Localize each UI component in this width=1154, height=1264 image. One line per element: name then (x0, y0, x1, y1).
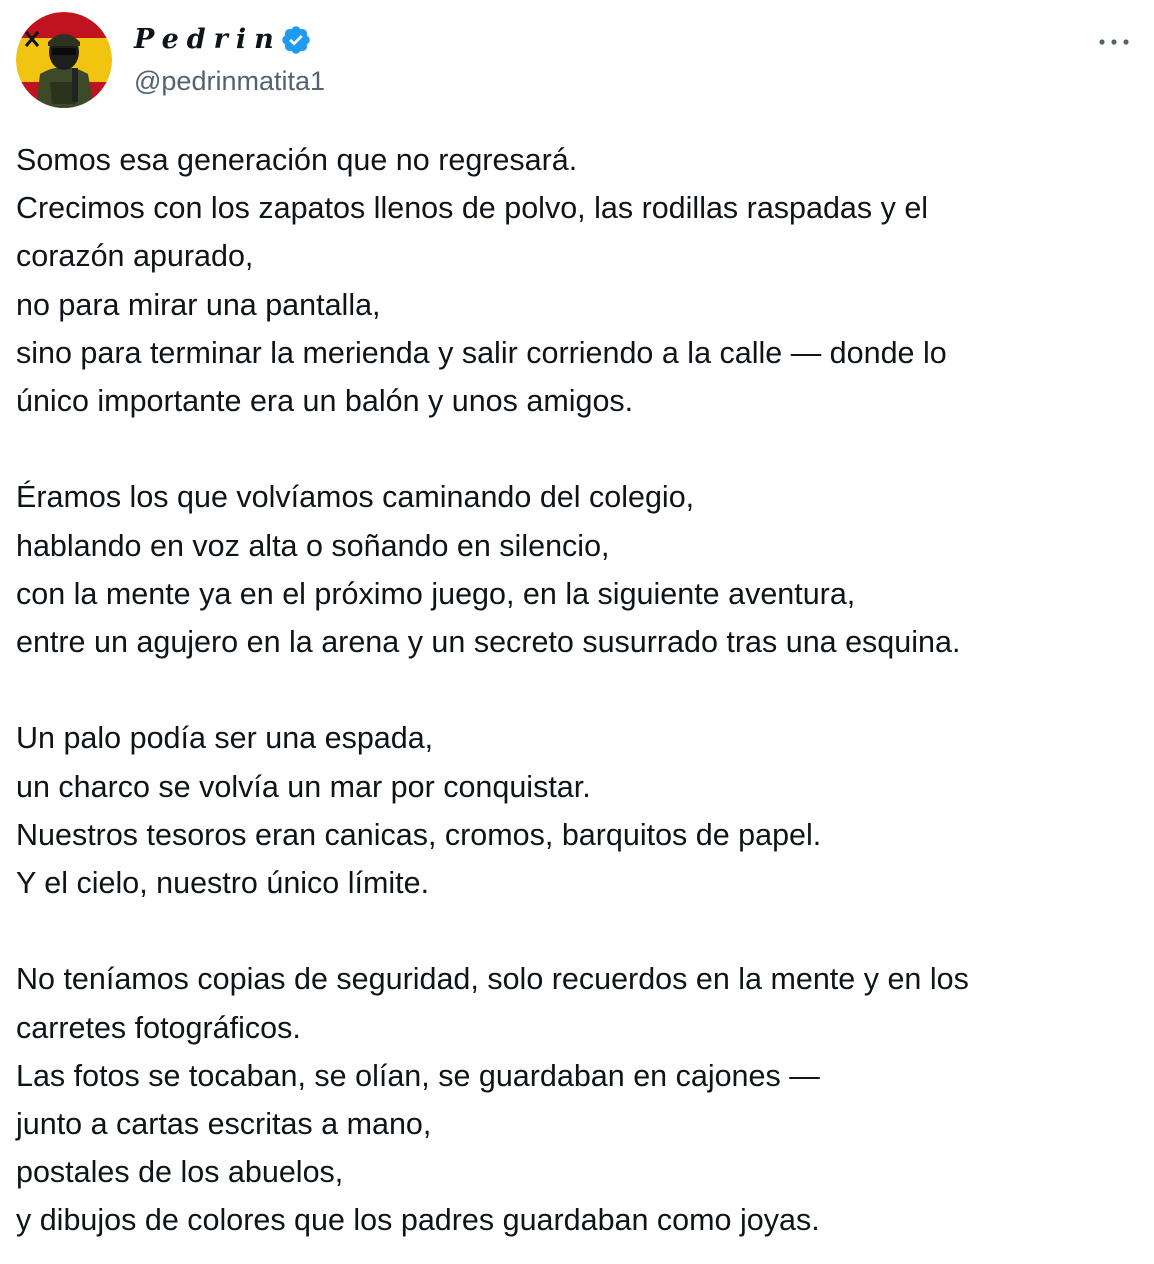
soldier-avatar-icon (16, 12, 112, 108)
tweet-line: No teníamos copias de seguridad, solo recuerdos en la mente y en los (16, 962, 969, 997)
tweet-line: Éramos los que volvíamos caminando del colegio, (16, 480, 695, 515)
more-options-button[interactable] (1096, 30, 1132, 54)
tweet-line: Y el cielo, nuestro único límite. (16, 866, 430, 901)
tweet-line: postales de los abuelos, (16, 1155, 344, 1190)
tweet-paragraph (16, 473, 1140, 666)
tweet-line: Las fotos se tocaban, se olían, se guardaban en cajones — (16, 1058, 820, 1093)
tweet-line: un charco se volvía un mar por conquistar. (16, 769, 591, 804)
tweet-line: corazón apurado, (16, 239, 254, 274)
tweet-paragraph (16, 955, 1140, 1244)
tweet-line: con la mente ya en el próximo juego, en la siguiente aventura, (16, 576, 856, 611)
tweet-line: entre un agujero en la arena y un secreto susurrado tras una esquina. (16, 625, 961, 660)
tweet-line: único importante era un balón y unos amigos. (16, 384, 634, 419)
tweet-line: carretes fotográficos. (16, 1010, 301, 1045)
avatar[interactable] (16, 12, 112, 108)
tweet-line: Nuestros tesoros eran canicas, cromos, barquitos de papel. (16, 817, 822, 852)
tweet-text (16, 136, 1140, 1245)
tweet-line: y dibujos de colores que los padres guardaban como joyas. (16, 1203, 820, 1238)
tweet-paragraph (16, 714, 1140, 907)
tweet-line: Un palo podía ser una espada, (16, 721, 434, 756)
tweet-header (16, 12, 1138, 108)
tweet-paragraph (16, 136, 1140, 425)
tweet-line: Crecimos con los zapatos llenos de polvo, las rodillas raspadas y el (16, 191, 929, 226)
author-handle[interactable]: @pedrinmatita1 (134, 66, 326, 96)
author-name-row[interactable] (134, 24, 312, 56)
tweet-line: hablando en voz alta o soñando en silencio, (16, 528, 610, 563)
verified-badge-icon[interactable] (280, 24, 312, 56)
ellipsis-icon (1098, 38, 1130, 46)
tweet-line: no para mirar una pantalla, (16, 287, 381, 322)
tweet-line: sino para terminar la merienda y salir corriendo a la calle — donde lo (16, 335, 947, 370)
author-display-name[interactable]: Pedrin (134, 24, 282, 55)
tweet-line: junto a cartas escritas a mano, (16, 1107, 432, 1142)
tweet-line: Somos esa generación que no regresará. (16, 143, 578, 177)
